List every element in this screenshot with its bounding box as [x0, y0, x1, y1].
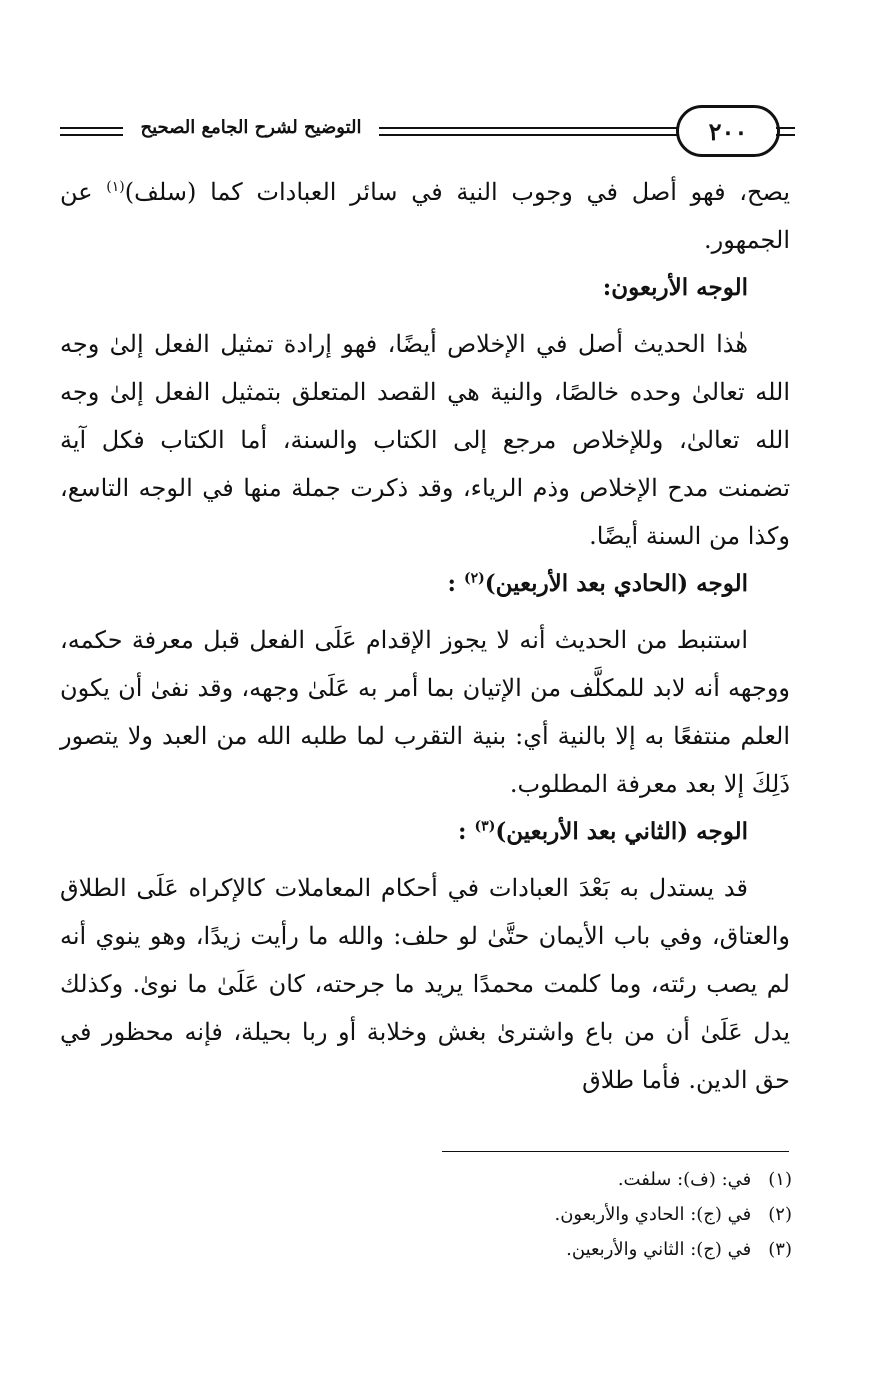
footnote-3-text: في (ج): الثاني والأربعين. [566, 1239, 752, 1260]
paragraph-1-text: يصح، فهو أصل في وجوب النية في سائر العبادات كما (سلف) [124, 178, 790, 206]
header-double-rule-tail [776, 127, 795, 136]
heading-forty-first-colon: : [447, 570, 456, 597]
paragraph-4: قد يستدل به بَعْدَ العبادات في أحكام المعاملات كالإكراه عَلَى الطلاق والعتاق، وفي باب الأيمان حتَّىٰ لو حلف: والله ما رأيت زيدًا، وهو ينوي أنه لم يصب رئته، وما كلمت محمدًا يريد ما جرحته، كان عَلَىٰ ما نوىٰ. وكذلك يدل عَلَىٰ أن من باع واشترىٰ بغش وخلابة أو ربا بحيلة، فإنه محظور في حق الدين. فأما طلاق [60, 874, 790, 1094]
main-text [60, 168, 790, 1104]
footnote-2-text: في (ج): الحادي والأربعون. [554, 1204, 752, 1225]
footnotes [420, 1162, 792, 1267]
footnote-ref-3: (٣) [474, 818, 496, 835]
paragraph-3: استنبط من الحديث أنه لا يجوز الإقدام عَلَى الفعل قبل معرفة حكمه، ووجهه أنه لابد للمكلَّف من الإتيان بما أمر به عَلَىٰ وجهه، وقد نفىٰ أن يكون العلم منتفعًا به إلا بالنية أي: بنية التقرب لما طلبه الله من العبد ولا يتصور ذَلِكَ إلا بعد معرفة المطلوب. [60, 626, 790, 798]
heading-forty-second-text: الوجه (الثاني بعد الأربعين) [495, 818, 748, 845]
heading-forty-second [60, 808, 790, 856]
footnote-ref-2: (٢) [463, 570, 485, 587]
heading-fortieth: الوجه الأربعون: [602, 274, 748, 301]
heading-forty-second-colon: : [458, 818, 467, 845]
footnote-3-number: (٣) [768, 1239, 792, 1260]
footnote-1 [420, 1162, 792, 1197]
footnote-3 [420, 1232, 792, 1267]
header-double-rule-right [379, 127, 679, 136]
header-double-rule-left [60, 127, 123, 136]
paragraph-2: هٰذا الحديث أصل في الإخلاص أيضًا، فهو إرادة تمثيل الفعل إلىٰ وجه الله تعالىٰ وحده خالصًا، والنية هي القصد المتعلق بتمثيل الفعل إلىٰ وجه الله تعالىٰ، وللإخلاص مرجع إلى الكتاب والسنة، أما الكتاب فكل آية تضمنت مدح الإخلاص وذم الرياء، وقد ذكرت جملة منها في الوجه التاسع، وكذا من السنة أيضًا. [60, 330, 790, 550]
heading-forty-first-text: الوجه (الحادي بعد الأربعين) [484, 570, 748, 597]
footnote-2 [420, 1197, 792, 1232]
footnote-1-text: في: (ف): سلفت. [617, 1169, 752, 1190]
running-title: التوضيح لشرح الجامع الصحيح [140, 117, 362, 138]
page-number: ٢٠٠ [676, 105, 780, 157]
paragraph-1-tail: عن الجمهور. [60, 178, 790, 254]
paragraph-1 [60, 168, 790, 264]
page-header [60, 103, 795, 161]
footnote-ref-1: (١) [106, 179, 125, 195]
footnote-separator [442, 1151, 789, 1152]
footnote-1-number: (١) [768, 1169, 792, 1190]
heading-forty-first [60, 560, 790, 608]
footnote-2-number: (٢) [768, 1204, 792, 1225]
